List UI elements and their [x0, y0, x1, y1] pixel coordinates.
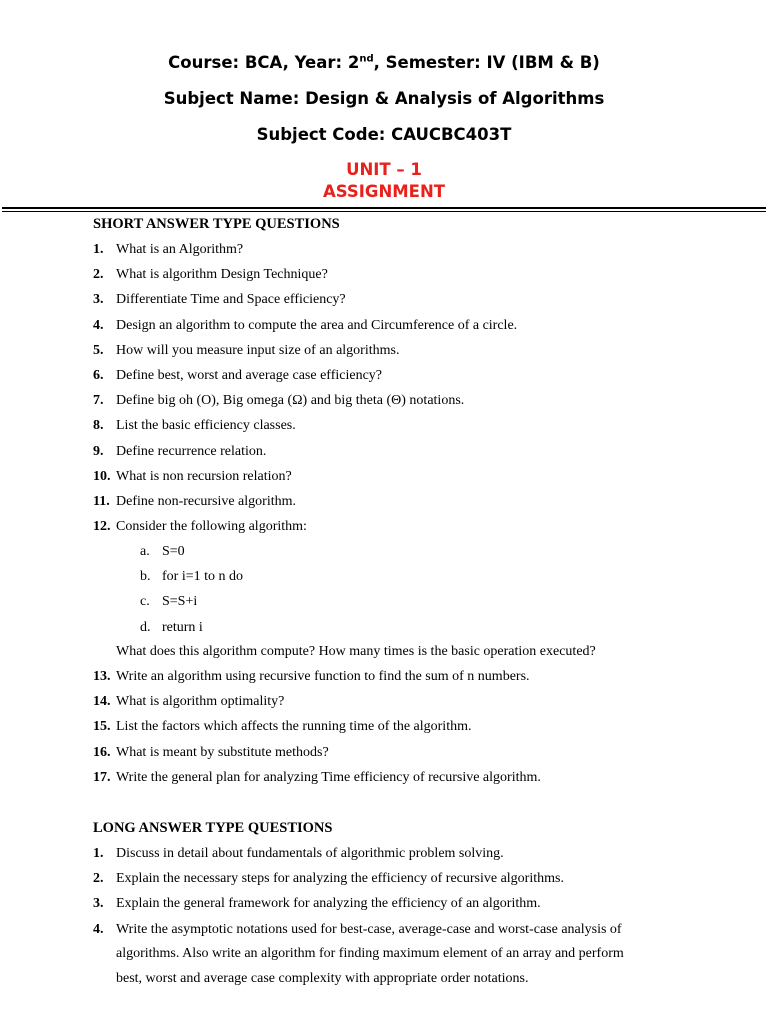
question-number: 14. [93, 694, 111, 710]
question-item [93, 393, 464, 409]
header-divider [2, 207, 766, 209]
question-item [93, 267, 328, 283]
long-section-title: LONG ANSWER TYPE QUESTIONS [93, 820, 333, 836]
question-number: 7. [93, 393, 104, 409]
question-text: What is meant by substitute methods? [116, 744, 329, 760]
question-item [93, 896, 541, 912]
subject-code: Subject Code: CAUCBC403T [256, 125, 512, 144]
question-number: 10. [93, 468, 111, 484]
question-text: List the basic efficiency classes. [116, 418, 296, 434]
assignment-title: ASSIGNMENT [322, 182, 446, 201]
question-item [93, 318, 517, 334]
step-text: S=0 [162, 544, 185, 559]
question-text: Differentiate Time and Space efficiency? [116, 292, 346, 308]
question-text: Design an algorithm to compute the area and Circumference of a circle. [116, 317, 518, 333]
question-text: Discuss in detail about fundamentals of algorithmic problem solving. [116, 846, 504, 861]
step-text: return i [162, 619, 203, 635]
question-number: 13. [93, 669, 111, 684]
question-item [93, 242, 243, 258]
question-item [93, 922, 622, 938]
subject-name: Subject Name: Design & Analysis of Algorithms [163, 89, 605, 108]
question-number: 12. [93, 519, 111, 535]
question-number: 2. [93, 871, 104, 887]
question-item [93, 770, 541, 786]
question-item [93, 418, 296, 434]
short-section-title: SHORT ANSWER TYPE QUESTIONS [93, 216, 340, 232]
question-number: 1. [93, 846, 104, 861]
question-number: 17. [93, 769, 111, 785]
question-text: Define recurrence relation. [116, 443, 267, 459]
question-text: What is algorithm optimality? [116, 694, 285, 710]
step-text: S=S+i [162, 594, 198, 610]
question-text: Explain the general framework for analyzing the efficiency of an algorithm. [116, 896, 541, 912]
course-text: Course: BCA, Year: 2 [168, 53, 360, 72]
course-line [0, 53, 768, 72]
step-letter: c. [140, 594, 150, 610]
question-text: Write an algorithm using recursive function to find the sum of n numbers. [116, 669, 530, 684]
question-number: 9. [93, 443, 104, 459]
question-number: 8. [93, 418, 104, 434]
question-text: Define best, worst and average case efficiency? [116, 368, 382, 383]
algorithm-question: What does this algorithm compute? How many times is the basic operation executed? [116, 644, 596, 659]
question-item [93, 846, 504, 862]
header-divider-thin [2, 211, 766, 212]
question-text: Write the asymptotic notations used for best-case, average-case and worst-case analysis of [116, 921, 622, 937]
step-letter: a. [140, 544, 150, 559]
algorithm-step [140, 569, 243, 585]
question-number: 4. [93, 921, 104, 937]
step-letter: b. [140, 569, 151, 585]
question-text: What is non recursion relation? [116, 468, 292, 484]
question-text: Define big oh (O), Big omega (Ω) and big theta (Θ) notations. [116, 393, 465, 409]
question-number: 3. [93, 292, 104, 308]
question-text: What is an Algorithm? [116, 242, 244, 257]
question-item [93, 444, 266, 460]
question-number: 6. [93, 368, 104, 383]
question-item [93, 343, 399, 359]
question-item [93, 368, 382, 384]
question-text: What is algorithm Design Technique? [116, 267, 328, 283]
step-letter: d. [140, 619, 151, 635]
question-text: Explain the necessary steps for analyzing the efficiency of recursive algorithms. [116, 871, 564, 887]
question-number: 16. [93, 744, 111, 760]
question-number: 11. [93, 494, 110, 509]
question-item [93, 669, 530, 685]
question-item [93, 694, 284, 710]
algorithm-step [140, 544, 185, 560]
course-superscript: nd [359, 53, 374, 65]
algorithm-step [140, 620, 203, 636]
question-text: How will you measure input size of an algorithms. [116, 342, 400, 358]
long-q4-continuation-1: algorithms. Also write an algorithm for finding maximum element of an array and perform [116, 946, 624, 961]
question-item [93, 719, 471, 735]
question-number: 3. [93, 896, 104, 912]
algorithm-step [140, 594, 197, 610]
question-number: 2. [93, 267, 104, 283]
long-q4-continuation-2: best, worst and average case complexity with appropriate order notations. [116, 971, 529, 986]
question-number: 5. [93, 342, 104, 358]
question-item [93, 871, 564, 887]
question-item [93, 745, 329, 761]
semester-text: , Semester: IV (IBM & B) [373, 53, 600, 72]
question-number: 4. [93, 317, 104, 333]
question-number: 1. [93, 242, 104, 257]
question-item [93, 292, 346, 308]
unit-title: UNIT – 1 [346, 160, 422, 179]
question-text: List the factors which affects the running time of the algorithm. [116, 719, 472, 735]
step-text: for i=1 to n do [162, 569, 243, 585]
question-number: 15. [93, 719, 111, 735]
question-item [93, 494, 296, 510]
question-text: Define non-recursive algorithm. [116, 494, 296, 509]
question-text: Write the general plan for analyzing Time efficiency of recursive algorithm. [116, 769, 541, 785]
question-item [93, 519, 307, 535]
question-text: Consider the following algorithm: [116, 519, 307, 535]
question-item [93, 469, 292, 485]
